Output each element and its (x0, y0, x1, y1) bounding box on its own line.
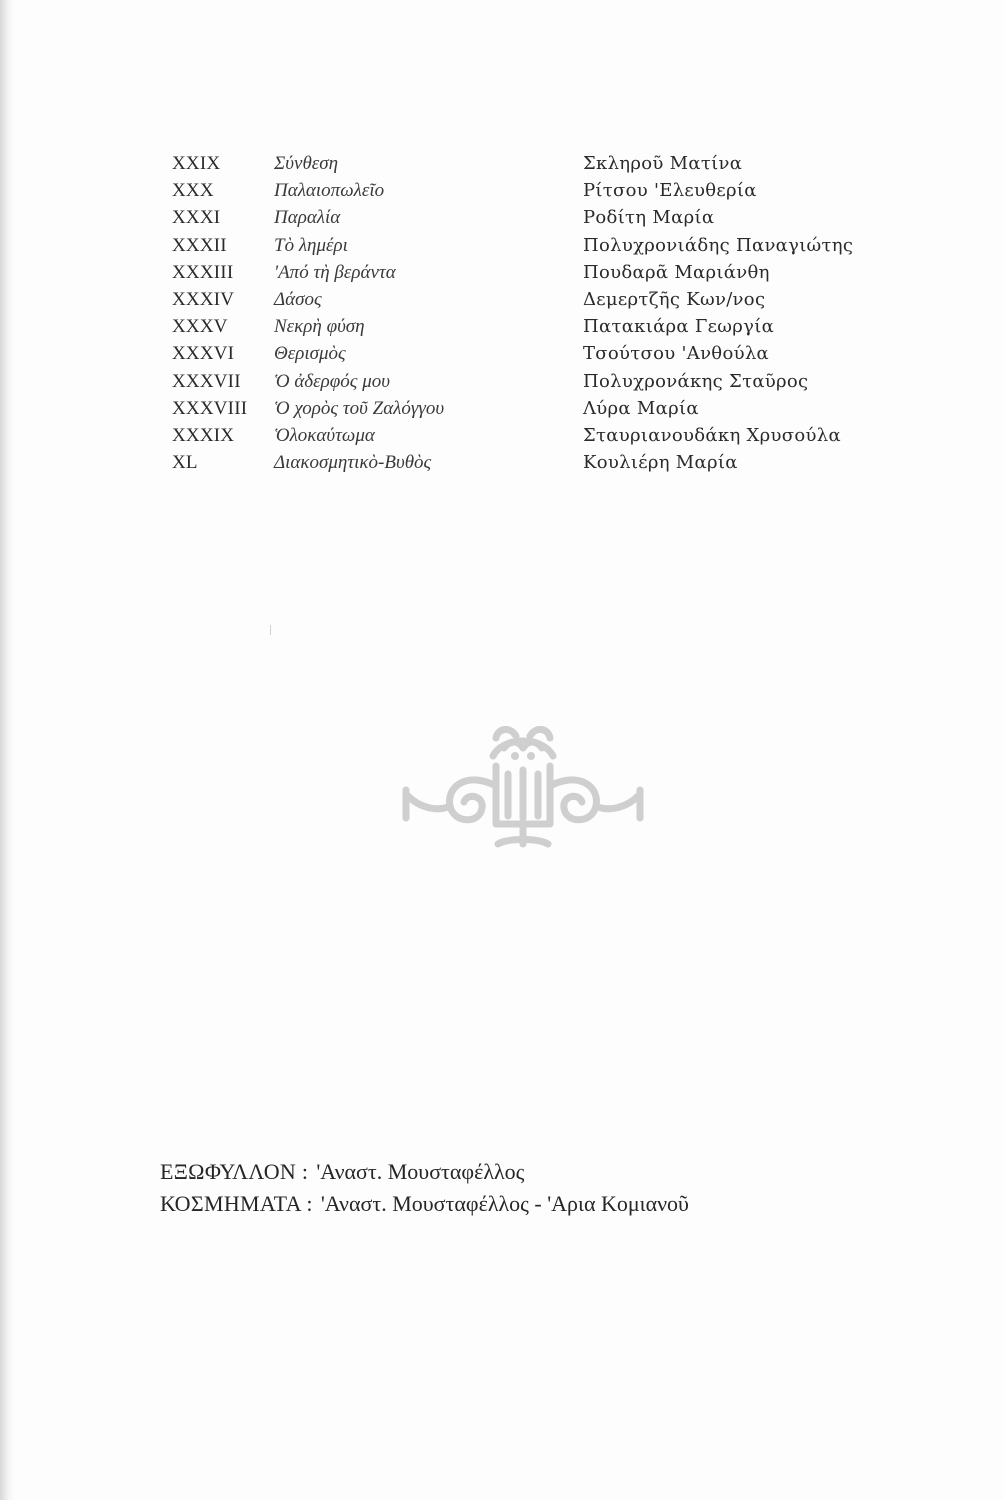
contents-numeral: XXIX (172, 153, 221, 174)
contents-title: Δάσος (274, 288, 322, 310)
credit-value: 'Αναστ. Μουσταφέλλος (316, 1159, 525, 1184)
contents-author: Πουδαρᾶ Μαριάνθη (583, 261, 770, 283)
credit-label: ΚΟΣΜΗΜΑΤΑ : (160, 1191, 313, 1216)
contents-author: Πολυχρονάκης Σταῦρος (583, 370, 809, 392)
contents-numeral: XXXV (172, 316, 228, 338)
contents-title: Θερισμὸς (274, 343, 346, 365)
contents-row (172, 232, 912, 259)
contents-row (172, 313, 912, 340)
contents-author: Δεμερτζῆς Κων/νος (583, 288, 766, 310)
contents-row (172, 286, 912, 313)
print-speck (270, 625, 271, 635)
contents-author: Ροδίτη Μαρία (583, 207, 715, 229)
credit-value: 'Αναστ. Μουσταφέλλος - 'Αρια Κομιανοῦ (320, 1191, 689, 1216)
credit-line (160, 1188, 689, 1220)
contents-title: Νεκρὴ φύση (274, 316, 365, 338)
contents-row (172, 395, 912, 422)
contents-title: Σύνθεση (274, 153, 339, 174)
contents-title: Τὸ λημέρι (274, 234, 348, 256)
contents-numeral: XXXI (172, 207, 221, 229)
contents-numeral: XXXIV (172, 288, 235, 310)
contents-title: 'Από τὴ βεράντα (274, 261, 396, 283)
contents-numeral: XL (172, 452, 198, 474)
contents-row (172, 449, 912, 476)
contents-title: Ὁ ἀδερφός μου (274, 370, 390, 392)
contents-numeral: XXX (172, 180, 214, 202)
credit-label: ΕΞΩΦΥΛΛΟΝ : (160, 1159, 309, 1184)
contents-author: Τσούτσου 'Ανθούλα (583, 343, 769, 365)
contents-numeral: XXXIII (172, 261, 234, 283)
credits-block (160, 1156, 689, 1220)
contents-author: Πολυχρονιάδης Παναγιώτης (583, 234, 854, 256)
contents-author: Ρίτσου 'Ελευθερία (583, 180, 757, 202)
contents-row (172, 204, 912, 231)
contents-title: Παραλία (274, 207, 341, 229)
contents-title: Ὁ χορὸς τοῦ Ζαλόγγου (274, 397, 445, 419)
page-edge-shadow (0, 0, 14, 1500)
contents-row (172, 422, 912, 449)
contents-title: Παλαιοπωλεῖο (274, 180, 385, 202)
credit-line (160, 1156, 689, 1188)
contents-numeral: XXXIX (172, 424, 235, 446)
contents-numeral: XXXVIII (172, 397, 248, 419)
contents-list (172, 150, 912, 476)
contents-author: Σκληροῦ Ματίνα (583, 153, 743, 174)
contents-author: Σταυριανουδάκη Χρυσούλα (583, 424, 841, 446)
contents-author: Πατακιάρα Γεωργία (583, 316, 775, 338)
contents-row (172, 368, 912, 395)
contents-row (172, 150, 912, 177)
contents-row (172, 177, 912, 204)
decorative-ornament-icon (398, 726, 648, 861)
contents-numeral: XXXVI (172, 343, 235, 365)
contents-row (172, 340, 912, 367)
contents-author: Κουλιέρη Μαρία (583, 452, 738, 474)
contents-numeral: XXXII (172, 234, 227, 256)
contents-author: Λύρα Μαρία (583, 397, 699, 419)
contents-title: Διακοσμητικὸ-Βυθὸς (274, 452, 432, 474)
contents-title: Ὁλοκαύτωμα (274, 424, 375, 446)
contents-row (172, 259, 912, 286)
contents-numeral: XXXVII (172, 370, 241, 392)
